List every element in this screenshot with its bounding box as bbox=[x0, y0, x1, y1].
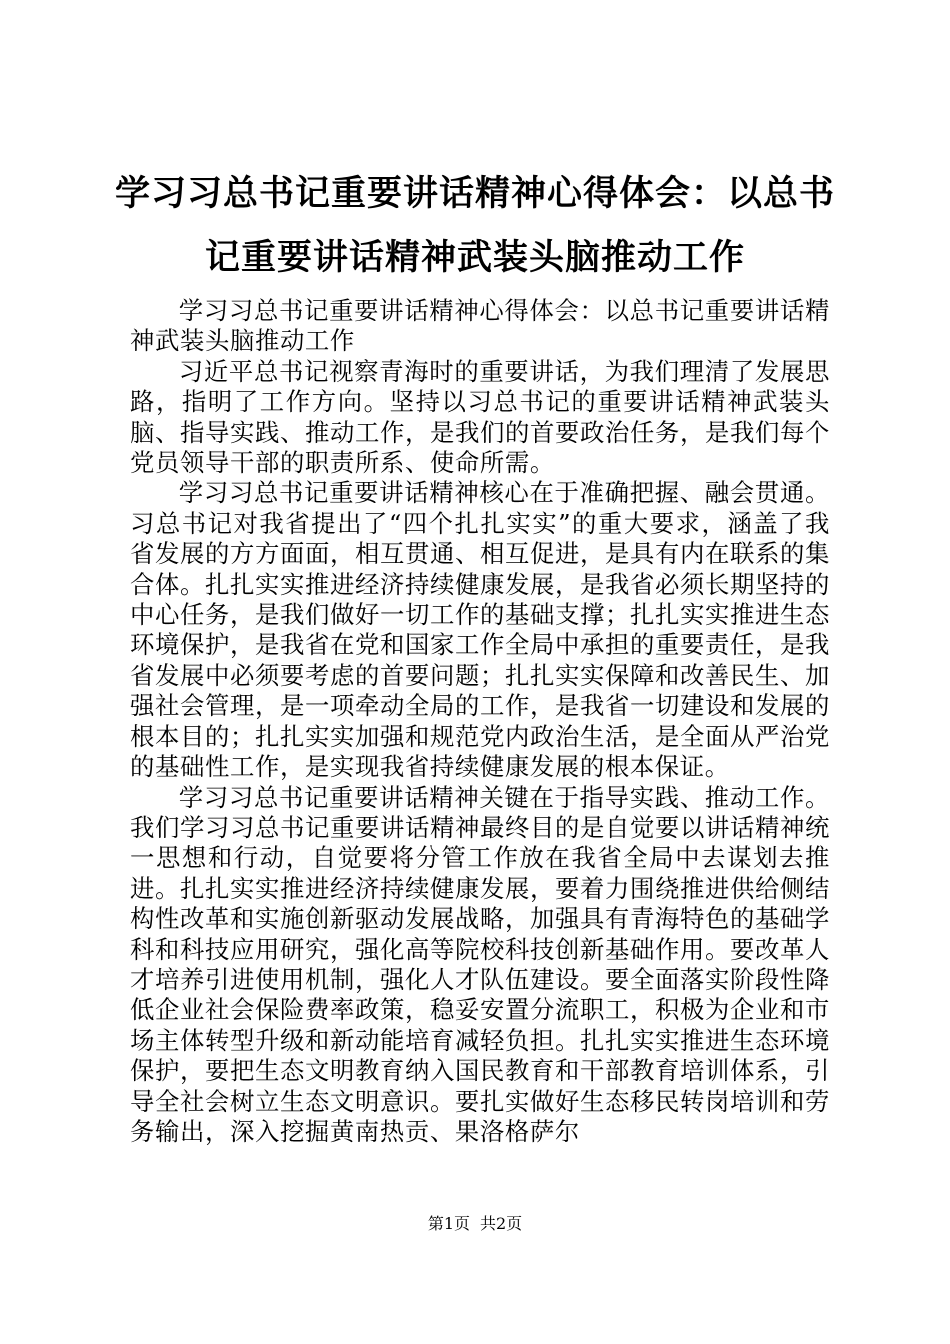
document-body bbox=[130, 296, 830, 1147]
page-number-total: 共2页 bbox=[480, 1214, 523, 1233]
paragraph-practice: 学习习总书记重要讲话精神关键在于指导实践、推动工作。我们学习习总书记重要讲话精神最终目的是自觉要以讲话精神统一思想和行动，自觉要将分管工作放在我省全局中去谋划去推进。扎扎实实推进经济持续健康发展，要着力围绕推进供给侧结构性改革和实施创新驱动发展战略，加强具有青海特色的基础学科和科技应用研究，强化高等院校科技创新基础作用。要改革人才培养引进使用机制，强化人才队伍建设。要全面落实阶段性降低企业社会保险费率政策，稳妥安置分流职工，积极为企业和市场主体转型升级和新动能培育减轻负担。扎扎实实推进生态环境保护，要把生态文明教育纳入国民教育和干部教育培训体系，引导全社会树立生态文明意识。要扎实做好生态移民转岗培训和劳务输出，深入挖掘黄南热贡、果洛格萨尔 bbox=[130, 782, 830, 1146]
paragraph-core: 学习习总书记重要讲话精神核心在于准确把握、融会贯通。习总书记对我省提出了“四个扎扎实实”的重大要求，涵盖了我省发展的方方面面，相互贯通、相互促进，是具有内在联系的集合体。扎扎实实推进经济持续健康发展，是我省必须长期坚持的中心任务，是我们做好一切工作的基础支撑；扎扎实实推进生态环境保护，是我省在党和国家工作全局中承担的重要责任，是我省发展中必须要考虑的首要问题；扎扎实实保障和改善民生、加强社会管理，是一项牵动全局的工作，是我省一切建设和发展的根本目的；扎扎实实加强和规范党内政治生活，是全面从严治党的基础性工作，是实现我省持续健康发展的根本保证。 bbox=[130, 478, 830, 782]
document-title: 学习习总书记重要讲话精神心得体会：以总书记重要讲话精神武装头脑推动工作 bbox=[114, 174, 835, 278]
paragraph-subtitle: 学习习总书记重要讲话精神心得体会：以总书记重要讲话精神武装头脑推动工作 bbox=[130, 296, 830, 356]
page-footer bbox=[0, 1214, 950, 1234]
page-number-current: 第1页 bbox=[427, 1214, 470, 1233]
paragraph-intro: 习近平总书记视察青海时的重要讲话，为我们理清了发展思路，指明了工作方向。坚持以习总书记的重要讲话精神武装头脑、指导实践、推动工作，是我们的首要政治任务，是我们每个党员领导干部的职责所系、使命所需。 bbox=[130, 356, 830, 478]
